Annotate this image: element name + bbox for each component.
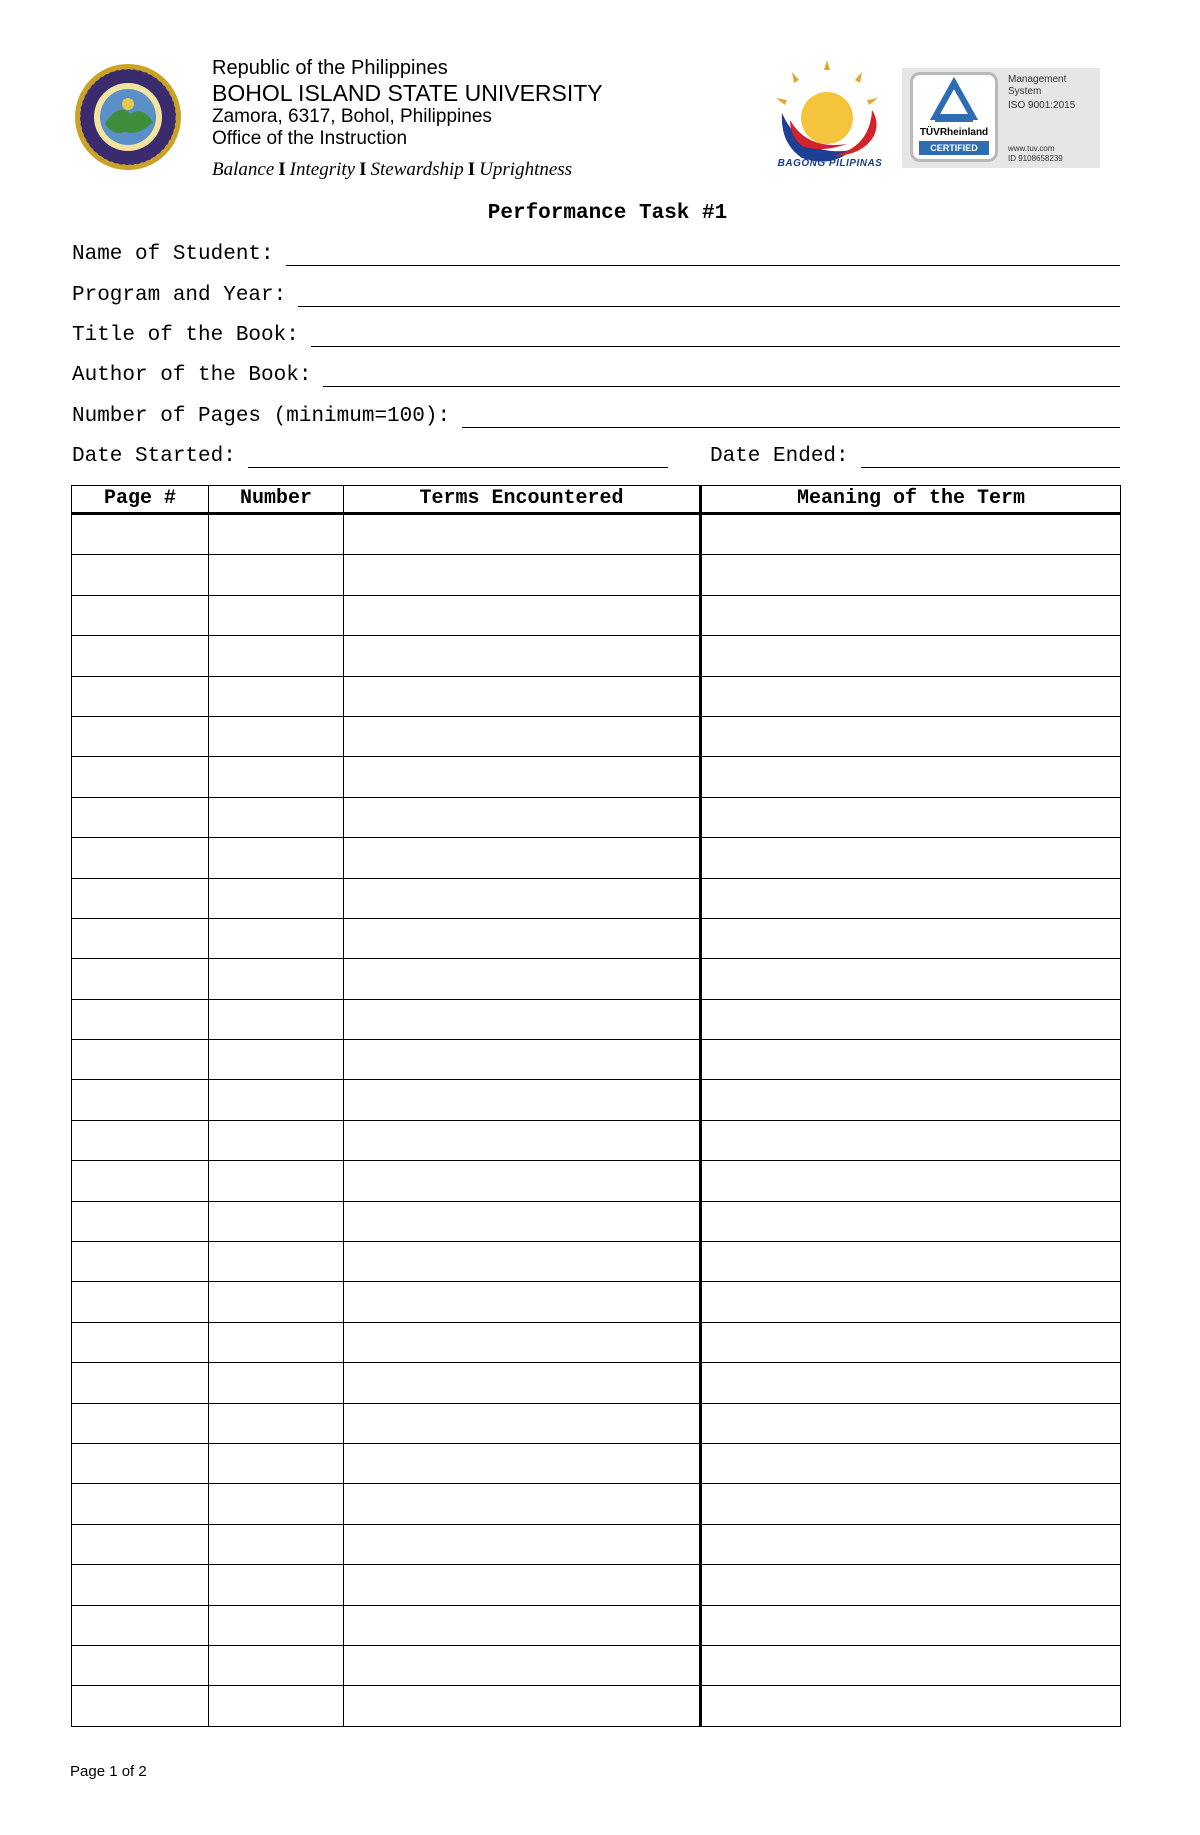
table-row: [72, 1363, 1121, 1403]
fill-line[interactable]: [323, 366, 1120, 387]
letterhead: [212, 56, 603, 182]
number-cell[interactable]: [209, 636, 344, 676]
number-cell[interactable]: [209, 1120, 344, 1160]
fill-line[interactable]: [311, 326, 1120, 347]
number-cell[interactable]: [209, 999, 344, 1039]
number-cell[interactable]: [209, 1161, 344, 1201]
header-number: Number: [209, 486, 344, 514]
fill-line[interactable]: [861, 447, 1120, 468]
term-cell[interactable]: [344, 1161, 701, 1201]
page-indicator: Page 1 of 2: [70, 1763, 147, 1780]
meaning-cell[interactable]: [701, 636, 1121, 676]
term-cell[interactable]: [344, 1443, 701, 1483]
university-seal-icon: [73, 62, 183, 172]
table-row: [72, 918, 1121, 958]
number-cell[interactable]: [209, 1565, 344, 1605]
table-row: [72, 1242, 1121, 1282]
table-row: [72, 959, 1121, 999]
meaning-cell[interactable]: [701, 1322, 1121, 1362]
tuv-iso: ISO 9001:2015: [1008, 100, 1076, 111]
meaning-cell[interactable]: [701, 1120, 1121, 1160]
field-label: Program and Year:: [72, 284, 287, 307]
table-row: [72, 1161, 1121, 1201]
table-row: [72, 555, 1121, 595]
number-cell[interactable]: [209, 595, 344, 635]
student-name-field[interactable]: [72, 243, 1120, 266]
number-cell[interactable]: [209, 838, 344, 878]
meaning-cell[interactable]: [701, 555, 1121, 595]
term-cell[interactable]: [344, 838, 701, 878]
number-cell[interactable]: [209, 1242, 344, 1282]
table-row: [72, 1484, 1121, 1524]
number-cell[interactable]: [209, 1080, 344, 1120]
table-row: [72, 1201, 1121, 1241]
page-cell[interactable]: [72, 959, 209, 999]
number-cell[interactable]: [209, 1443, 344, 1483]
number-cell[interactable]: [209, 878, 344, 918]
fill-line[interactable]: [248, 447, 668, 468]
core-value: Balance: [212, 159, 275, 180]
number-cell[interactable]: [209, 918, 344, 958]
page-cell[interactable]: [72, 1403, 209, 1443]
page-cell[interactable]: [72, 595, 209, 635]
book-title-field[interactable]: [72, 324, 1120, 347]
number-cell[interactable]: [209, 797, 344, 837]
term-cell[interactable]: [344, 716, 701, 756]
fill-line[interactable]: [298, 286, 1120, 307]
field-label: Name of Student:: [72, 243, 274, 266]
page-cell[interactable]: [72, 514, 209, 555]
page-cell[interactable]: [72, 716, 209, 756]
term-cell[interactable]: [344, 595, 701, 635]
page-cell[interactable]: [72, 1080, 209, 1120]
tuv-certification-badge: [902, 68, 1100, 168]
meaning-cell[interactable]: [701, 1565, 1121, 1605]
page-cell[interactable]: [72, 1484, 209, 1524]
table-row: [72, 1686, 1121, 1726]
meaning-cell[interactable]: [701, 1282, 1121, 1322]
term-cell[interactable]: [344, 797, 701, 837]
republic-text: Republic of the Philippines: [212, 57, 448, 79]
bagong-pilipinas-label: BAGONG PILIPINAS: [777, 158, 883, 169]
term-cell[interactable]: [344, 878, 701, 918]
term-cell[interactable]: [344, 1080, 701, 1120]
value-separator: I: [278, 159, 286, 180]
table-row: [72, 999, 1121, 1039]
tuv-triangle-icon: [913, 77, 995, 127]
table-row: [72, 514, 1121, 555]
meaning-cell[interactable]: [701, 959, 1121, 999]
table-row: [72, 676, 1121, 716]
table-row: [72, 1282, 1121, 1322]
meaning-cell[interactable]: [701, 1242, 1121, 1282]
page-cell[interactable]: [72, 1120, 209, 1160]
meaning-cell[interactable]: [701, 1484, 1121, 1524]
table-row: [72, 1605, 1121, 1645]
table-row: [72, 797, 1121, 837]
term-cell[interactable]: [344, 1201, 701, 1241]
meaning-cell[interactable]: [701, 676, 1121, 716]
number-cell[interactable]: [209, 757, 344, 797]
table-row: [72, 1322, 1121, 1362]
core-value: Integrity: [289, 159, 356, 180]
meaning-cell[interactable]: [701, 1686, 1121, 1726]
number-cell[interactable]: [209, 1363, 344, 1403]
table-header-row: [72, 486, 1121, 514]
term-cell[interactable]: [344, 514, 701, 555]
table-row: [72, 757, 1121, 797]
number-cell[interactable]: [209, 1403, 344, 1443]
meaning-cell[interactable]: [701, 918, 1121, 958]
page-cell[interactable]: [72, 1565, 209, 1605]
page-cell[interactable]: [72, 1040, 209, 1080]
number-cell[interactable]: [209, 1322, 344, 1362]
fill-line[interactable]: [462, 407, 1120, 428]
meaning-cell[interactable]: [701, 1403, 1121, 1443]
core-value: Stewardship: [370, 159, 464, 180]
page-cell[interactable]: [72, 757, 209, 797]
number-cell[interactable]: [209, 1605, 344, 1645]
table-row: [72, 1645, 1121, 1685]
table-row: [72, 1040, 1121, 1080]
page-cell[interactable]: [72, 838, 209, 878]
table-body: [72, 514, 1121, 1727]
term-cell[interactable]: [344, 1040, 701, 1080]
page-cell[interactable]: [72, 1322, 209, 1362]
field-label: Title of the Book:: [72, 324, 299, 347]
page-cell[interactable]: [72, 1242, 209, 1282]
tuv-brand: TÜVRheinland: [919, 127, 989, 138]
term-cell[interactable]: [344, 1322, 701, 1362]
page-cell[interactable]: [72, 1524, 209, 1564]
number-cell[interactable]: [209, 1040, 344, 1080]
number-cell[interactable]: [209, 676, 344, 716]
term-cell[interactable]: [344, 1363, 701, 1403]
page-cell[interactable]: [72, 1363, 209, 1403]
meaning-cell[interactable]: [701, 999, 1121, 1039]
tuv-id: ID 9108658239: [1008, 154, 1063, 163]
page-cell[interactable]: [72, 878, 209, 918]
term-cell[interactable]: [344, 757, 701, 797]
field-label: Author of the Book:: [72, 364, 312, 387]
meaning-cell[interactable]: [701, 595, 1121, 635]
term-cell[interactable]: [344, 1242, 701, 1282]
number-cell[interactable]: [209, 1686, 344, 1726]
tuv-website: www.tuv.com: [1008, 144, 1055, 153]
table-row: [72, 838, 1121, 878]
term-cell[interactable]: [344, 676, 701, 716]
page-cell[interactable]: [72, 1443, 209, 1483]
office-name: Office of the Instruction: [212, 128, 408, 149]
tuv-certified-label: CERTIFIED: [919, 141, 989, 155]
term-cell[interactable]: [344, 918, 701, 958]
page-cell[interactable]: [72, 999, 209, 1039]
university-name: BOHOL ISLAND STATE UNIVERSITY: [212, 80, 603, 106]
meaning-cell[interactable]: [701, 716, 1121, 756]
meaning-cell[interactable]: [701, 1161, 1121, 1201]
table-row: [72, 1120, 1121, 1160]
meaning-cell[interactable]: [701, 797, 1121, 837]
meaning-cell[interactable]: [701, 1201, 1121, 1241]
term-cell[interactable]: [344, 1120, 701, 1160]
page-cell[interactable]: [72, 797, 209, 837]
page-cell[interactable]: [72, 918, 209, 958]
term-cell[interactable]: [344, 999, 701, 1039]
book-author-field[interactable]: [72, 364, 1120, 387]
page-cell[interactable]: [72, 1161, 209, 1201]
meaning-cell[interactable]: [701, 838, 1121, 878]
number-cell[interactable]: [209, 514, 344, 555]
page-cell[interactable]: [72, 636, 209, 676]
meaning-cell[interactable]: [701, 1443, 1121, 1483]
university-address: Zamora, 6317, Bohol, Philippines: [212, 106, 492, 127]
term-cell[interactable]: [344, 1645, 701, 1685]
term-cell[interactable]: [344, 1605, 701, 1645]
meaning-cell[interactable]: [701, 1645, 1121, 1685]
table-row: [72, 636, 1121, 676]
page-cell[interactable]: [72, 1645, 209, 1685]
table-row: [72, 1565, 1121, 1605]
tuv-logo: [910, 72, 998, 162]
table-row: [72, 595, 1121, 635]
meaning-cell[interactable]: [701, 514, 1121, 555]
fill-line[interactable]: [286, 245, 1120, 266]
table-row: [72, 878, 1121, 918]
page-count-field[interactable]: [72, 405, 1120, 428]
header-page-number: Page #: [72, 486, 209, 514]
term-cell[interactable]: [344, 1484, 701, 1524]
tuv-system: System: [1008, 86, 1042, 97]
number-cell[interactable]: [209, 1282, 344, 1322]
table-row: [72, 1403, 1121, 1443]
tuv-management: Management: [1008, 74, 1067, 85]
table-row: [72, 1080, 1121, 1120]
meaning-cell[interactable]: [701, 1363, 1121, 1403]
term-cell[interactable]: [344, 555, 701, 595]
term-cell[interactable]: [344, 1686, 701, 1726]
page-cell[interactable]: [72, 1686, 209, 1726]
program-year-field[interactable]: [72, 284, 1120, 307]
document-title: Performance Task #1: [487, 202, 728, 225]
value-separator: I: [467, 159, 476, 180]
number-cell[interactable]: [209, 959, 344, 999]
page-cell[interactable]: [72, 676, 209, 716]
meaning-cell[interactable]: [701, 1040, 1121, 1080]
term-cell[interactable]: [344, 959, 701, 999]
field-label: Date Started:: [72, 445, 236, 468]
field-label: Number of Pages (minimum=100):: [72, 405, 451, 428]
core-values: [212, 158, 603, 182]
header-terms-encountered: Terms Encountered: [344, 486, 701, 514]
page-cell[interactable]: [72, 1282, 209, 1322]
number-cell[interactable]: [209, 1524, 344, 1564]
page-cell[interactable]: [72, 1605, 209, 1645]
meaning-cell[interactable]: [701, 1524, 1121, 1564]
terms-table: [71, 485, 1121, 1727]
page-cell[interactable]: [72, 555, 209, 595]
number-cell[interactable]: [209, 1484, 344, 1524]
meaning-cell[interactable]: [701, 1080, 1121, 1120]
header-meaning-of-term: Meaning of the Term: [701, 486, 1121, 514]
number-cell[interactable]: [209, 716, 344, 756]
field-label: Date Ended:: [710, 445, 849, 468]
date-started-field[interactable]: [72, 445, 668, 468]
term-cell[interactable]: [344, 1565, 701, 1605]
meaning-cell[interactable]: [701, 878, 1121, 918]
term-cell[interactable]: [344, 1403, 701, 1443]
table-row: [72, 716, 1121, 756]
core-value: Uprightness: [479, 159, 573, 180]
page-cell[interactable]: [72, 1201, 209, 1241]
term-cell[interactable]: [344, 1524, 701, 1564]
meaning-cell[interactable]: [701, 1605, 1121, 1645]
value-separator: I: [359, 159, 367, 180]
term-cell[interactable]: [344, 1282, 701, 1322]
number-cell[interactable]: [209, 555, 344, 595]
number-cell[interactable]: [209, 1645, 344, 1685]
number-cell[interactable]: [209, 1201, 344, 1241]
term-cell[interactable]: [344, 636, 701, 676]
date-ended-field[interactable]: [710, 445, 1120, 468]
meaning-cell[interactable]: [701, 757, 1121, 797]
table-row: [72, 1443, 1121, 1483]
table-row: [72, 1524, 1121, 1564]
